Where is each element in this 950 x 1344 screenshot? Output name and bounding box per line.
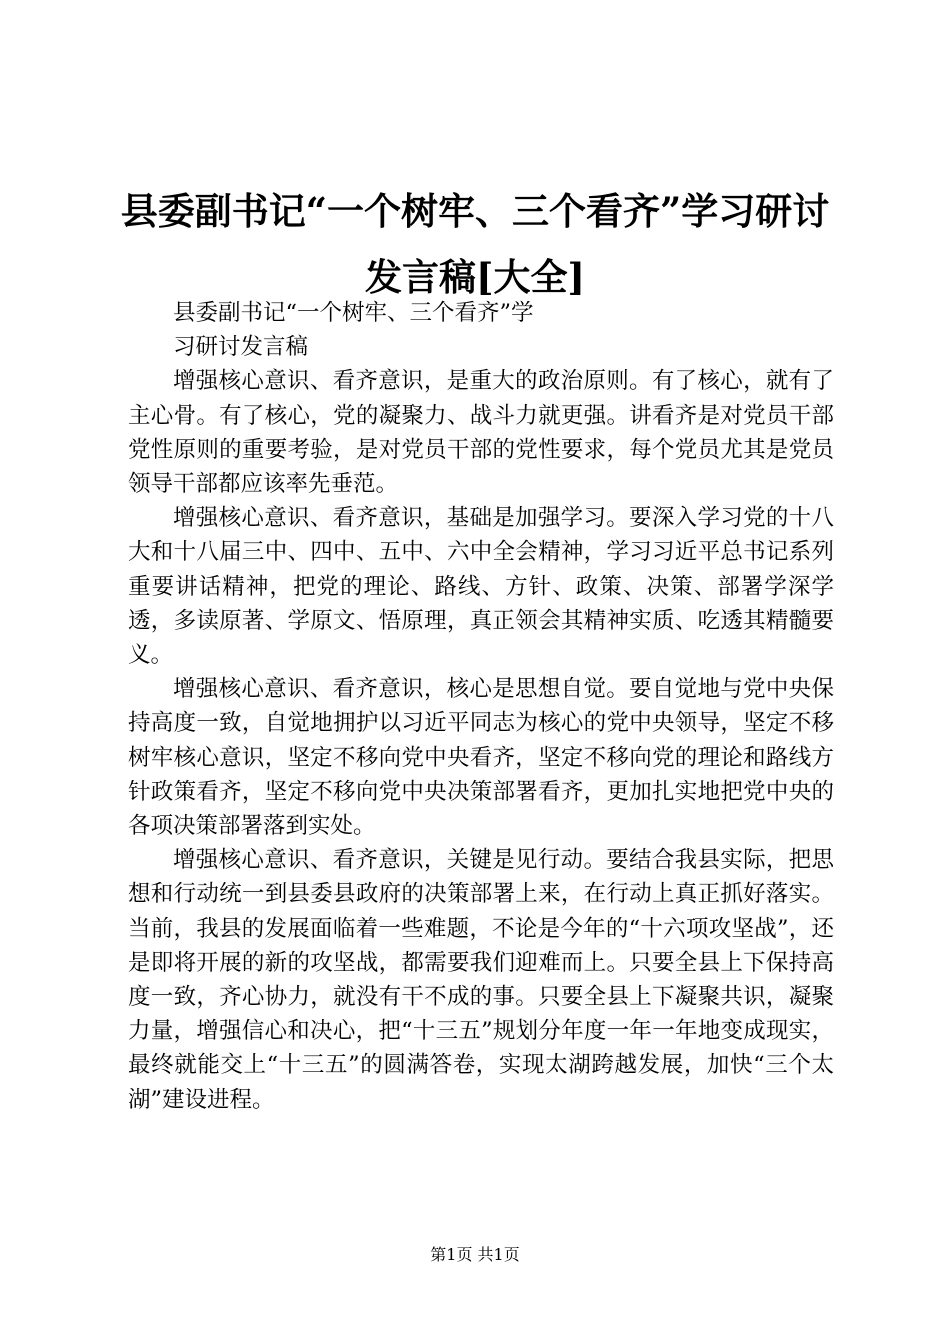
subtitle-line-1: 县委副书记“一个树牢、三个看齐”学 (173, 300, 534, 326)
paragraph-3: 增强核心意识、看齐意识，核心是思想自觉。要自觉地与党中央保持高度一致，自觉地拥护以习近平同志为核心的党中央领导，坚定不移树牢核心意识，坚定不移向党中央看齐，坚定不移向党的理论和路线方针政策看齐，坚定不移向党中央决策部署看齐，更加扎实地把党中央的各项决策部署落到实处。 (128, 676, 834, 840)
paragraph-2: 增强核心意识、看齐意识，基础是加强学习。要深入学习党的十八大和十八届三中、四中、五中、六中全会精神，学习习近平总书记系列重要讲话精神，把党的理论、路线、方针、政策、决策、部署学深学透，多读原著、学原文、悟原理，真正领会其精神实质、吃透其精髓要义。 (128, 505, 834, 669)
title-line-1: 县委副书记“一个树牢、三个看齐”学习研讨 (120, 189, 830, 233)
title-line-2: 发言稿[大全] (364, 255, 585, 299)
page-footer (0, 1244, 950, 1266)
subtitle-line-2: 习研讨发言稿 (173, 334, 309, 361)
document-title (100, 178, 850, 310)
paragraph-4: 增强核心意识、看齐意识，关键是见行动。要结合我县实际，把思想和行动统一到县委县政府的决策部署上来，在行动上真正抓好落实。当前，我县的发展面临着一些难题，不论是今年的“十六项攻坚战”，还是即将开展的新的攻坚战，都需要我们迎难而上。只要全县上下保持高度一致，齐心协力，就没有干不成的事。只要全县上下凝聚共识，凝聚力量，增强信心和决心，把“十三五”规划分年度一年一年地变成现实，最终就能交上“十三五”的圆满答卷，实现太湖跨越发展，加快“三个太湖”建设进程。 (128, 847, 834, 1113)
document-body (128, 296, 834, 1117)
paragraph-1: 增强核心意识、看齐意识，是重大的政治原则。有了核心，就有了主心骨。有了核心，党的凝聚力、战斗力就更强。讲看齐是对党员干部党性原则的重要考验，是对党员干部的党性要求，每个党员尤其是党员领导干部都应该率先垂范。 (128, 368, 834, 498)
page-number: 第1页 共1页 (430, 1245, 520, 1264)
